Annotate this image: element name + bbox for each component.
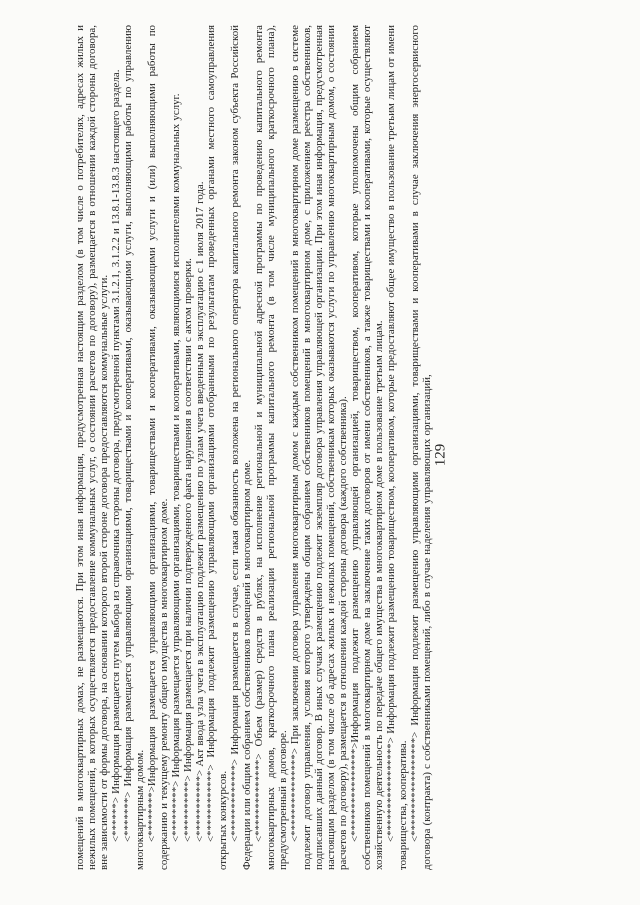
rotated-text-block (75, 25, 590, 870)
footnote-paragraph: помещений в многоквартирных домах, не размещаются. При этом иная информация, предусмотренная настоящим разделом (в том числе о потребителях, адресах жилых и нежилых помещений, в которых осуществляется предоставление коммунальных услуг, о состоянии расчетов по договору), размещается в отношении каждой стороны договора, вне зависимости от формы договора, на основании которого второй стороне договора предоставляются коммунальные услуги. (74, 25, 110, 870)
footnote-paragraph: <************> Информация подлежит размещению управляющими организациями отобранными по результатам проведенных органами местного самоуправления открытых конкурсов. (205, 25, 230, 870)
footnote-paragraph: <**********> Информация размещается при наличии подтвержденного факта нарушения в соответствии с актом проверки. (181, 258, 194, 842)
footnote-paragraph: <******> Информация размещается путем выбора из справочника стороны договора, предусмотренной пунктами 3.1.2.1, 3.1.2.2 и 13.8.1-13.8.3 настоящего раздела. (109, 69, 122, 842)
body-text (75, 25, 434, 870)
footnote-paragraph: <*****************> Информация подлежит размещению товариществом, кооперативом, которые предоставляют общее имущество в пользование третьим лицам от имени товарищества, кооператива. (384, 25, 409, 870)
footnote-paragraph: <****************>Информация подлежит размещению управляющей организацией, товариществом, кооперативом, которые уполномочены общим собранием собственников помещений в многоквартирном доме на заключение таких договоров от имени собственников, а также товариществами и кооперативами, которые осуществляют хозяйственную деятельность по передаче общего имущества в многоквартирном доме в пользование третьим лицам. (348, 25, 385, 870)
page-number: 129 (432, 443, 449, 467)
footnote-paragraph: <*************> Информация размещается в случае, если такая обязанность возложена на регионального оператора капитального ремонта законом субъекта Российской Федерации или общим собранием собственников помещений в многоквартирном доме. (229, 25, 254, 870)
footnote-paragraph: <*********> Информация размещается управляющими организациями, товариществами и кооперативами, являющимися исполнителями коммунальных услуг. (169, 93, 182, 842)
footnote-paragraph: <***************> При заключении договора управления многоквартирным домом с каждым собственником помещений в многоквартирном доме размещению в системе подлежит договор управления, условия которого утверждены общим собранием собственников помещений в многоквартирном доме, с приложением реестра собственников, подписавших данный договор. В иных случаях размещению подлежит экземпляр договора управления управляющей организации. При этом иная информация, предусмотренная настоящим разделом (в том числе об адресах жилых и нежилых помещений, собственникам которых оказываются услуги по управлению многоквартирным домом, о состоянии расчетов по договору), размещается в отношении каждой стороны договора (каждого собственника). (289, 25, 349, 870)
footnote-paragraph: <******************> Информация подлежит размещению управляющими организациями, товариществами и кооперативами в случае заключения энергосервисного договора (контракта) с собственниками помещений, либо в случае наделения управляющих организаций, (408, 25, 433, 870)
footnote-paragraph: <***********> Акт ввода узла учета в эксплуатацию подлежит размещению по узлам учета введенным в эксплуатацию с 1 июля 2017 года. (193, 181, 206, 842)
footnote-paragraph: <********>Информация размещается управляющими организациями, товариществами и кооперативами, оказывающими услуги и (или) выполняющими работы по содержанию и текущему ремонту общего имущества в многоквартирном доме. (145, 25, 170, 870)
footnote-paragraph: <*******> Информация размещается управляющими организациями, товариществами и кооперативами, оказывающими услуги, выполняющими работы по управлению многоквартирным домом. (121, 25, 146, 870)
footnote-paragraph: <**************> Объем (размер) средств в рублях, на исполнение региональной и муниципальной адресной программы по проведению капитального ремонта многоквартирных домов, краткосрочного плана реализации региональной программы капитального ремонта (в том числе муниципального краткосрочного плана), предусмотренный в договоре. (253, 25, 290, 870)
